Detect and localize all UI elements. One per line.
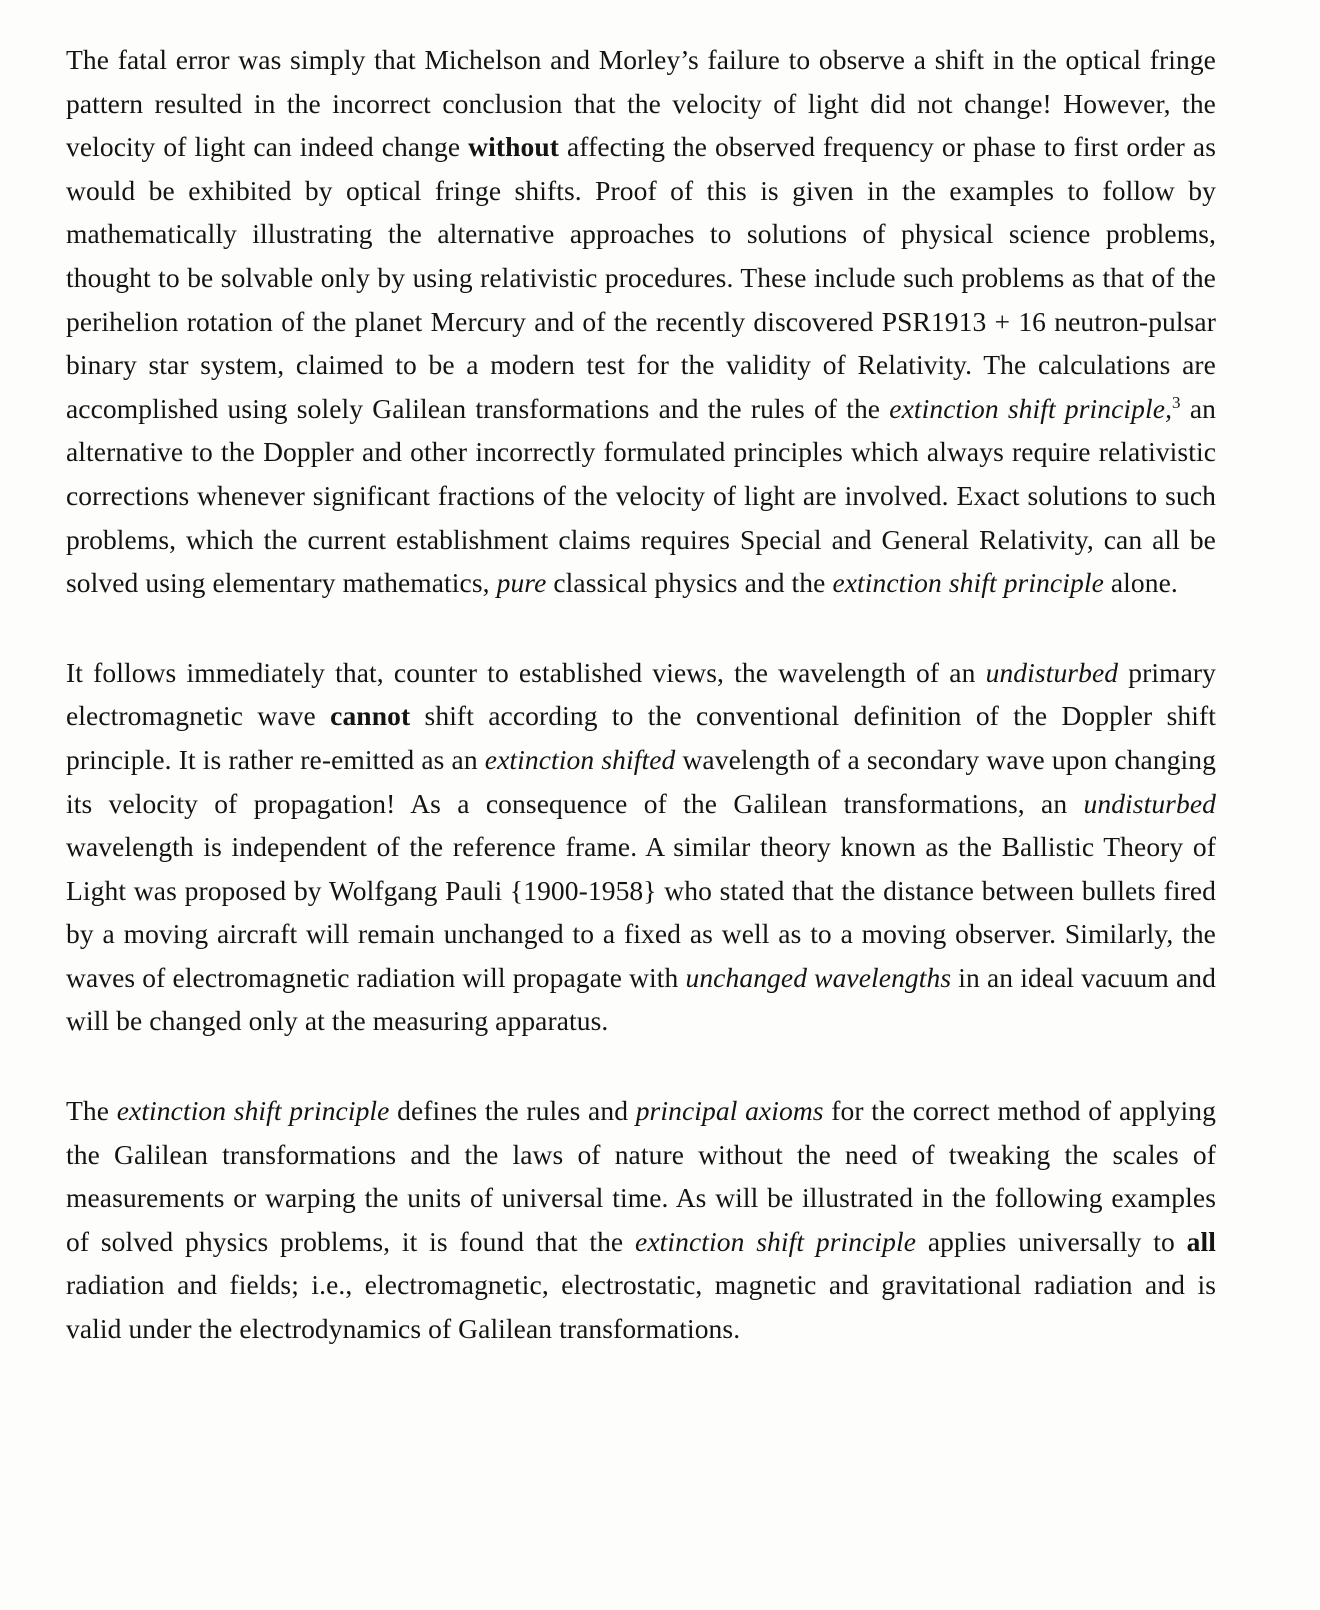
text-run: applies universally to <box>916 1225 1187 1257</box>
text-run: The <box>66 1095 117 1127</box>
text-run: affecting the observed frequency or phase to first order as would be exhibited by optical fringe shifts. Proof of this is given in the examples to follow by mathematically illustrating the alternative approaches to solutions of physical science problems, thought to be solvable only by using relativistic procedures. These include such problems as that of the perihelion rotation of the planet Mercury and of the recently discovered PSR1913 + 16 neutron-pulsar binary star system, claimed to be a modern test for the validity of Relativity. The calculations are accomplished using solely Galilean transformations and the rules of the <box>66 131 1217 424</box>
text-run: shift according to the conventional definition of the Doppler shift principle. It is rather re-emitted as an <box>66 700 1216 775</box>
footnote-reference: 3 <box>1172 392 1181 412</box>
document-body <box>66 38 1216 1351</box>
paragraph-3 <box>66 1089 1216 1351</box>
emphasis-italic: undisturbed <box>985 656 1119 688</box>
emphasis-italic: unchanged wavelengths <box>685 961 952 993</box>
emphasis-italic: extinction shift principle <box>116 1095 390 1127</box>
emphasis-italic: extinction shifted <box>484 743 676 775</box>
text-run: alone. <box>1103 567 1178 599</box>
emphasis-italic: extinction shift principle <box>635 1225 917 1257</box>
paragraph-1 <box>66 38 1216 605</box>
paragraph-2 <box>66 651 1216 1043</box>
emphasis-bold: cannot <box>330 700 411 732</box>
text-run: in an ideal vacuum and will be changed only at the measuring apparatus. <box>66 961 1216 1037</box>
text-run: It follows immediately that, counter to established views, the wavelength of an <box>66 656 986 688</box>
emphasis-italic: pure <box>496 567 547 599</box>
text-run: radiation and fields; i.e., electromagnetic, electrostatic, magnetic and gravitational radiation and is valid under the electrodynamics of Galilean transformations. <box>66 1269 1216 1345</box>
text-run: wavelength is independent of the reference frame. A similar theory known as the Ballistic Theory of Light was proposed by Wolfgang Pauli {1900-1958} who stated that the distance between bullets fired by a moving aircraft will remain unchanged to a fixed as well as to a moving observer. Similarly, the waves of electromagnetic radiation will propagate with <box>66 831 1216 993</box>
emphasis-italic: undisturbed <box>1083 787 1216 819</box>
emphasis-bold: all <box>1186 1225 1216 1257</box>
emphasis-italic: extinction shift principle <box>832 567 1104 599</box>
text-run: The fatal error was simply that Michelson and Morley’s failure to observe a shift in the optical fringe pattern resulted in the incorrect conclusion that the velocity of light did not change! However, the velocity of light can indeed change <box>66 44 1216 163</box>
text-run: for the correct method of applying the Galilean transformations and the laws of nature without the need of tweaking the scales of measurements or warping the units of universal time. As will be illustrated in the following examples of solved physics problems, it is found that the <box>66 1095 1216 1257</box>
emphasis-italic: principal axioms <box>635 1095 824 1127</box>
emphasis-italic: extinction shift principle, <box>889 392 1173 424</box>
text-run: primary electromagnetic wave <box>66 656 1216 732</box>
text-run: wavelength of a secondary wave upon changing its velocity of propagation! As a consequence of the Galilean transformations, an <box>66 743 1216 819</box>
text-run: defines the rules and <box>389 1095 636 1127</box>
text-run: an alternative to the Doppler and other incorrectly formulated principles which always require relativistic corrections whenever significant fractions of the velocity of light are involved. Exact solutions to such problems, which the current establishment claims requires Special and General Relativity, can all be solved using elementary mathematics, <box>66 392 1216 599</box>
text-run: classical physics and the <box>546 567 833 599</box>
emphasis-bold: without <box>468 131 560 163</box>
